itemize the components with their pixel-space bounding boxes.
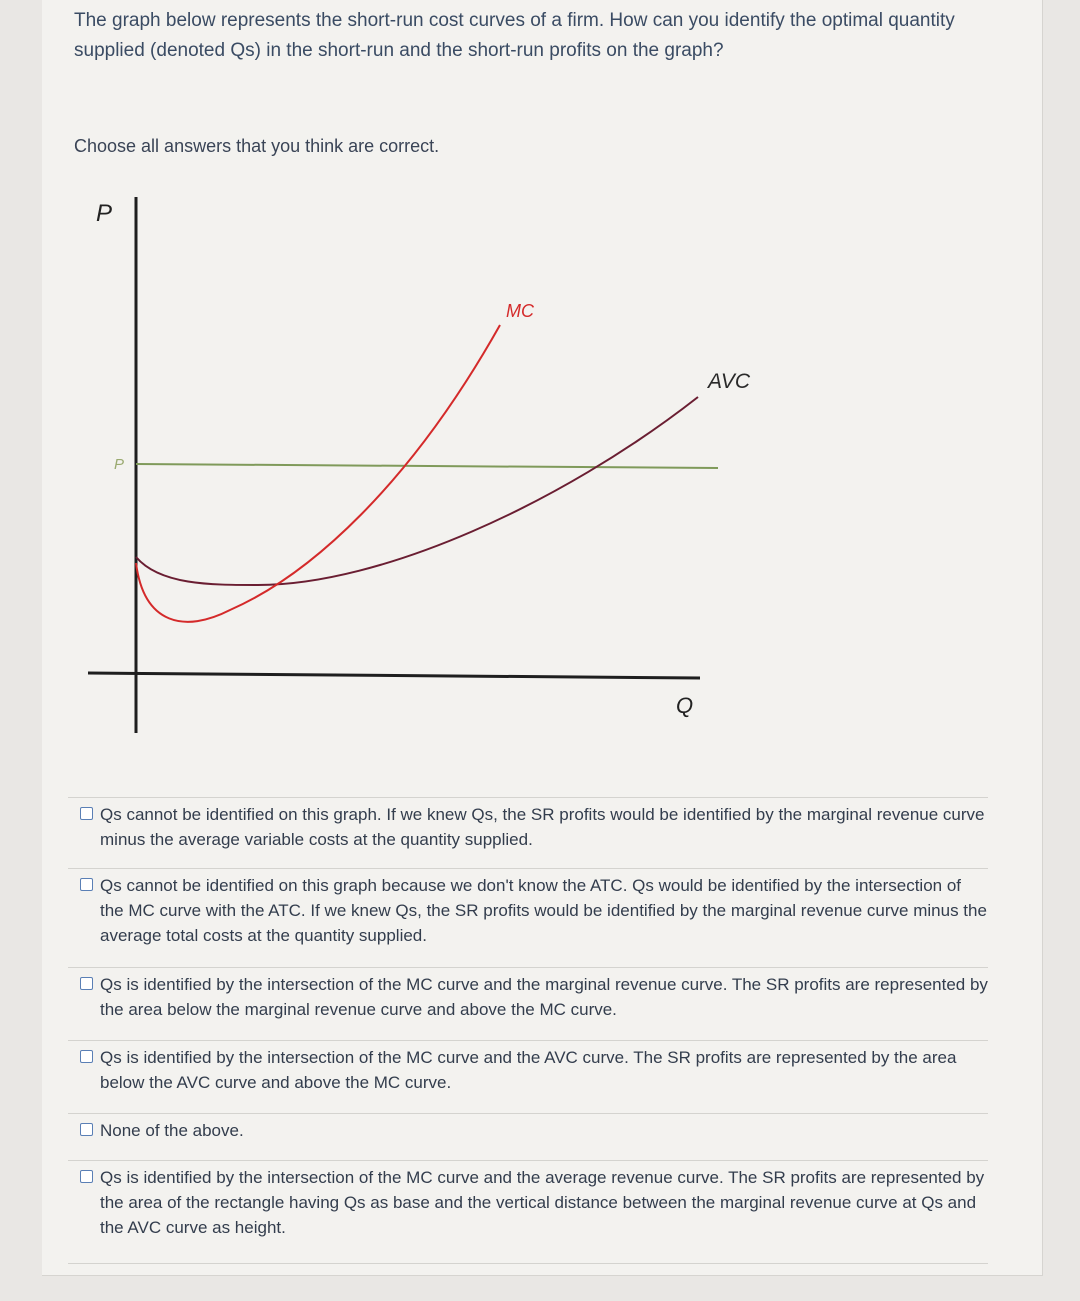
answer-option-label: Qs is identified by the intersection of the MC curve and the AVC curve. The SR profits are represented by the area below the AVC curve and above the MC curve. [100,1048,957,1092]
checkbox-icon[interactable] [80,1170,93,1183]
answer-option[interactable] [68,967,988,1040]
checkbox-icon[interactable] [80,1123,93,1136]
cost-curves-graph [80,185,751,740]
instruction-text: Choose all answers that you think are correct. [74,136,440,156]
answer-option-label: None of the above. [100,1121,244,1140]
price-line-label: P [114,456,125,473]
y-axis-label: P [96,200,113,227]
answer-option[interactable] [68,797,988,868]
answer-option-label: Qs cannot be identified on this graph. If we knew Qs, the SR profits would be identified by the marginal revenue curve minus the average variable costs at the quantity supplied. [100,805,985,849]
checkbox-icon[interactable] [80,878,93,891]
answer-option-label: Qs is identified by the intersection of the MC curve and the average revenue curve. The SR profits are represented by the area of the rectangle having Qs as base and the vertical distance between the marginal revenue curve at Qs and the AVC curve as height. [100,1168,985,1237]
x-axis-label: Q [676,693,694,718]
checkbox-icon[interactable] [80,1050,93,1063]
answer-option-label: Qs is identified by the intersection of the MC curve and the marginal revenue curve. The SR profits are represented by the area below the marginal revenue curve and above the MC curve. [100,975,988,1019]
avc-label: AVC [708,370,751,393]
question-text: The graph below represents the short-run cost curves of a firm. How can you identify the optimal quantity supplied (denoted Qs) in the short-run and the short-run profits on the graph? [74,10,955,61]
answer-option[interactable] [68,1160,988,1263]
answer-option[interactable] [68,868,988,967]
price-line [136,464,718,468]
options-divider [68,1263,988,1264]
answer-option[interactable] [68,1113,988,1160]
mc-curve [136,325,500,622]
answer-options [68,797,988,1264]
answer-option[interactable] [68,1040,988,1113]
checkbox-icon[interactable] [80,807,93,820]
avc-curve [136,397,698,585]
checkbox-icon[interactable] [80,977,93,990]
answer-option-label: Qs cannot be identified on this graph because we don't know the ATC. Qs would be identified by the intersection of the MC curve with the ATC. If we knew Qs, the SR profits would be identified by the marginal revenue curve minus the average total costs at the quantity supplied. [100,876,987,945]
mc-label: MC [506,301,534,321]
x-axis [88,673,700,678]
